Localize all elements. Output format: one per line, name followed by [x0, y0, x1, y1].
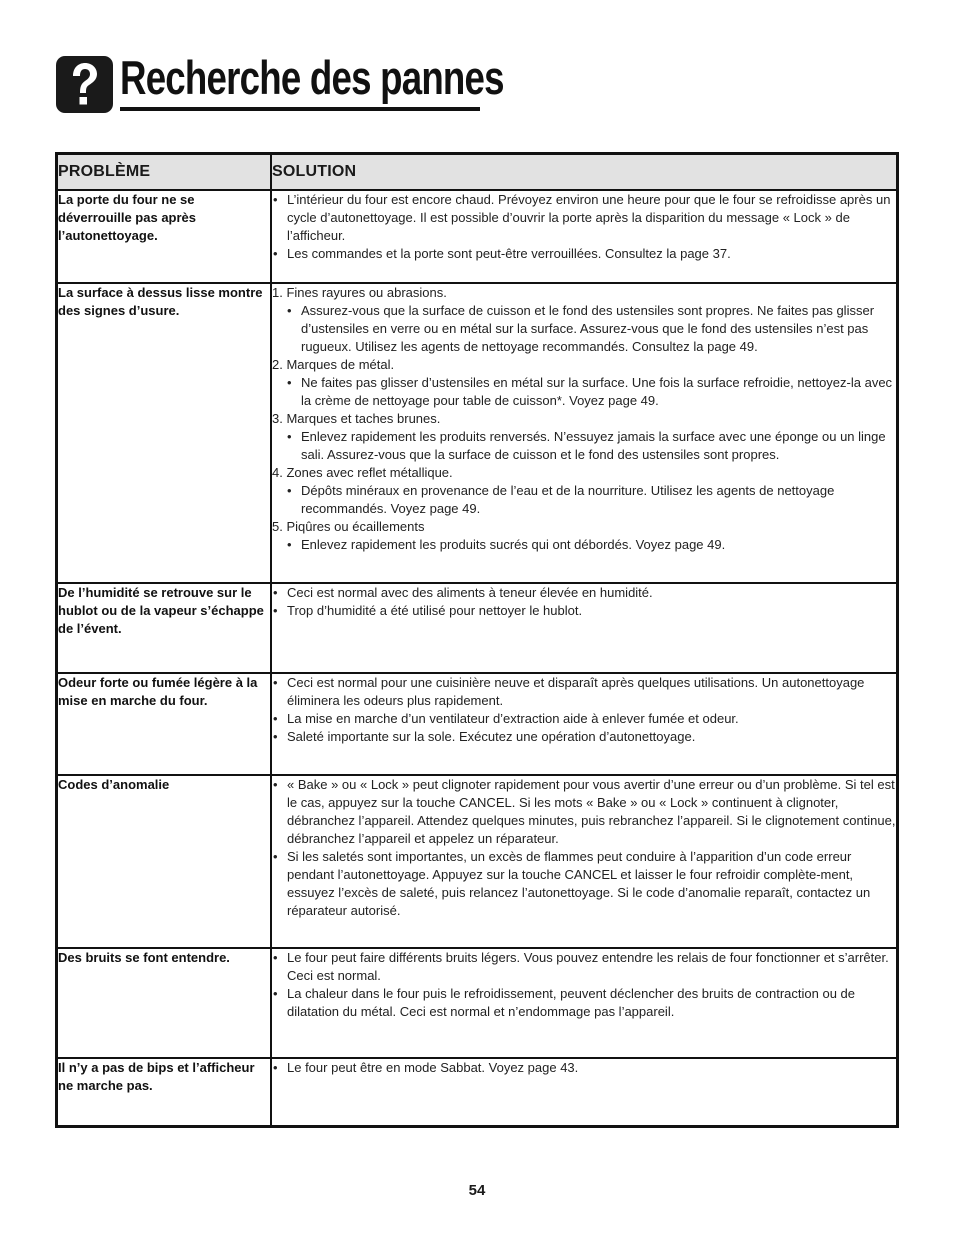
solution-cell — [271, 190, 898, 283]
page-title: Recherche des pannes — [120, 51, 504, 104]
solution-bullet: • Dépôts minéraux en provenance de l’eau et de la nourriture. Utilisez les agents de nettoyage recommandés. Voyez page 49. — [286, 482, 896, 518]
solution-bullet: • La chaleur dans le four puis le refroidissement, peuvent déclencher des bruits de contraction ou de dilatation du métal. Ceci est normal et n’endommage pas l’appareil. — [272, 985, 896, 1021]
table-row — [57, 673, 898, 775]
problem-cell: La surface à dessus lisse montre des signes d’usure. — [57, 283, 272, 583]
solution-cell — [271, 583, 898, 673]
question-mark-icon — [56, 56, 113, 113]
numbered-heading: 1. Fines rayures ou abrasions. — [272, 285, 447, 300]
problem-cell: La porte du four ne se déverrouille pas après l’autonettoyage. — [57, 190, 272, 283]
column-header-solution: SOLUTION — [271, 154, 898, 191]
table-row — [57, 948, 898, 1058]
solution-bullet: • Saleté importante sur la sole. Exécutez une opération d’autonettoyage. — [272, 728, 896, 746]
solution-bullet: • Le four peut être en mode Sabbat. Voyez page 43. — [272, 1059, 896, 1077]
solution-bullet: • Ceci est normal pour une cuisinière neuve et disparaît après quelques utilisations. Un autonettoyage éliminera les odeurs plus rapidement. — [272, 674, 896, 710]
solution-bullet: • L’intérieur du four est encore chaud. Prévoyez environ une heure pour que le four se refroidisse après un cycle d’autonettoyage. Il est possible d’ouvrir la porte après la disparition du message « Lock » de l’afficheur. — [272, 191, 896, 245]
numbered-item — [272, 518, 896, 554]
numbered-item — [272, 356, 896, 410]
numbered-item — [272, 284, 896, 356]
table-row — [57, 775, 898, 948]
numbered-item — [272, 464, 896, 518]
solution-bullet: • Les commandes et la porte sont peut-être verrouillées. Consultez la page 37. — [272, 245, 896, 263]
solution-bullet: • Assurez-vous que la surface de cuisson et le fond des ustensiles sont propres. Ne faites pas glisser d’ustensiles en verre ou en métal sur la surface. Assurez-vous que le fond des ustensiles n’est pas rugueux. Utilisez les agents de nettoyage recommandés. Consultez la page 49. — [286, 302, 896, 356]
troubleshooting-table — [55, 152, 899, 1128]
title-underline — [120, 107, 480, 111]
numbered-heading: 2. Marques de métal. — [272, 357, 395, 372]
numbered-heading: 3. Marques et taches brunes. — [272, 411, 441, 426]
solution-bullet: • Si les saletés sont importantes, un excès de flammes peut conduire à l’apparition d’un code erreur pendant l’autonettoyage. Appuyez sur la touche CANCEL et laisser le four refroidir complète-ment, essuyez l’excès de saleté, puis relancez l’autonettoyage. Si le code d’anomalie reparaît, contactez un réparateur autorisé. — [272, 848, 896, 920]
table-row — [57, 190, 898, 283]
table-header-row — [57, 154, 898, 191]
solution-bullet: • Ceci est normal avec des aliments à teneur élevée en humidité. — [272, 584, 896, 602]
solution-cell — [271, 948, 898, 1058]
solution-cell — [271, 673, 898, 775]
problem-cell: Des bruits se font entendre. — [57, 948, 272, 1058]
page-number: 54 — [468, 1182, 486, 1199]
numbered-item — [272, 410, 896, 464]
solution-bullet: • Enlevez rapidement les produits renversés. N’essuyez jamais la surface avec une éponge ou un linge sali. Assurez-vous que la surface de cuisson et le fond des ustensiles sont propres. — [286, 428, 896, 464]
solution-bullet: • Trop d’humidité a été utilisé pour nettoyer le hublot. — [272, 602, 896, 620]
problem-cell: Codes d’anomalie — [57, 775, 272, 948]
solution-bullet: • Enlevez rapidement les produits sucrés qui ont débordés. Voyez page 49. — [286, 536, 896, 554]
table-row — [57, 283, 898, 583]
solution-cell — [271, 283, 898, 583]
solution-bullet: • « Bake » ou « Lock » peut clignoter rapidement pour vous avertir d’une erreur ou d’un problème. Si tel est le cas, appuyez sur la touche CANCEL. Si les mots « Bake » ou « Lock » continuent à clignoter, débranchez l’appareil. Attendez quelques minutes, puis rebranchez l’appareil. Si le clignotement continue, débranchez l’appareil et appelez un réparateur. — [272, 776, 896, 848]
solution-cell — [271, 1058, 898, 1126]
solution-bullet: • Le four peut faire différents bruits légers. Vous pouvez entendre les relais de four fonctionner et s’arrêter. Ceci est normal. — [272, 949, 896, 985]
problem-cell: De l’humidité se retrouve sur le hublot ou de la vapeur s’échappe de l’évent. — [57, 583, 272, 673]
solution-cell — [271, 775, 898, 948]
numbered-heading: 4. Zones avec reflet métallique. — [272, 465, 453, 480]
table-row — [57, 1058, 898, 1126]
problem-cell: Il n’y a pas de bips et l’afficheur ne marche pas. — [57, 1058, 272, 1126]
table-row — [57, 583, 898, 673]
solution-bullet: • La mise en marche d’un ventilateur d’extraction aide à enlever fumée et odeur. — [272, 710, 896, 728]
column-header-problem: PROBLÈME — [57, 154, 272, 191]
numbered-heading: 5. Piqûres ou écaillements — [272, 519, 425, 534]
problem-cell: Odeur forte ou fumée légère à la mise en marche du four. — [57, 673, 272, 775]
solution-bullet: • Ne faites pas glisser d’ustensiles en métal sur la surface. Une fois la surface refroidie, nettoyez-la avec la crème de nettoyage pour table de cuisson*. Voyez page 49. — [286, 374, 896, 410]
